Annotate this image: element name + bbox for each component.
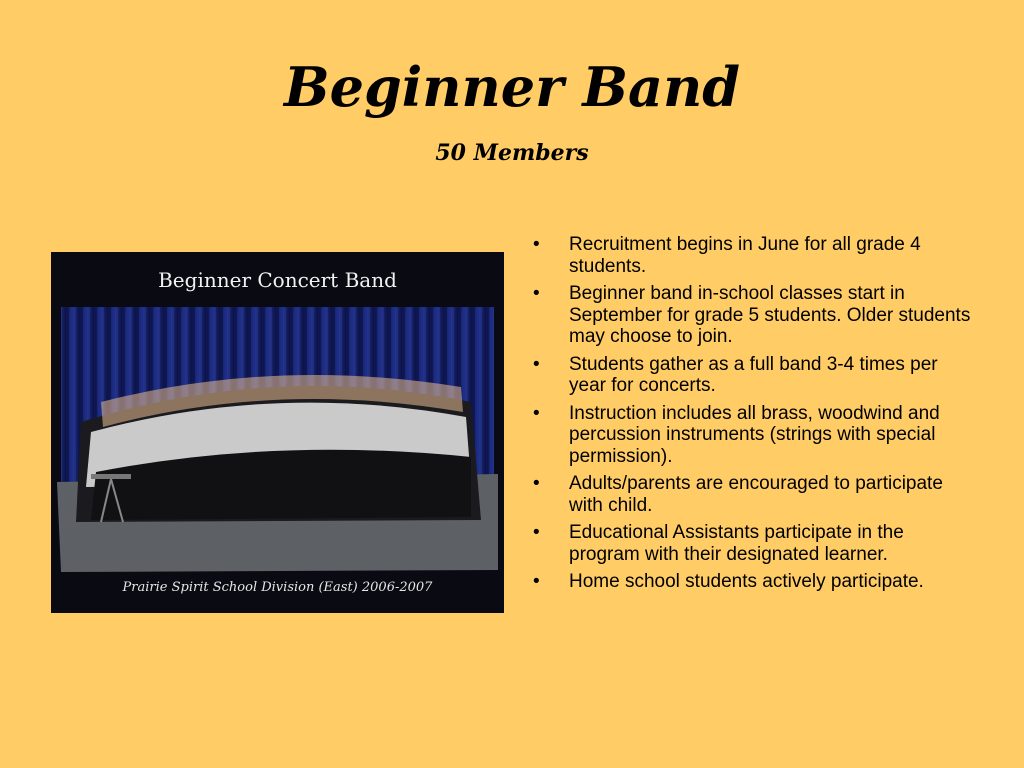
bullet-icon: •: [533, 402, 540, 424]
bullet-item: [533, 403, 973, 468]
bullet-item: [533, 354, 973, 397]
slide-subtitle: 50 Members: [435, 140, 589, 166]
bullet-item: [533, 522, 973, 565]
bullet-item: [533, 234, 973, 277]
bullet-text: Home school students actively participate.: [569, 571, 924, 592]
bullet-text: Educational Assistants participate in the program with their designated learner.: [569, 522, 904, 565]
bullet-icon: •: [533, 571, 540, 592]
bullet-list: [533, 234, 973, 599]
bullet-text: Recruitment begins in June for all grade 4 students.: [569, 234, 921, 277]
slide-title: Beginner Band: [283, 55, 741, 119]
photo-caption-top: Beginner Concert Band: [158, 268, 397, 292]
band-members: [76, 375, 481, 522]
photo-caption-bottom: Prairie Spirit School Division (East) 2006-2007: [122, 580, 433, 595]
bullet-item: [533, 571, 973, 593]
bullet-item: [533, 283, 973, 348]
bullet-text: Beginner band in-school classes start in September for grade 5 students. Older students may choose to join.: [569, 283, 971, 347]
bullet-icon: •: [533, 522, 540, 543]
bullet-icon: •: [533, 473, 540, 494]
band-photo-illustration: [51, 252, 504, 613]
bullet-icon: •: [533, 283, 540, 304]
bullet-icon: •: [533, 234, 540, 255]
bullet-text: Instruction includes all brass, woodwind and percussion instruments (strings with special permission).: [569, 402, 940, 467]
bullet-text: Students gather as a full band 3-4 times per year for concerts.: [569, 353, 938, 396]
bullet-text: Adults/parents are encouraged to participate with child.: [569, 473, 943, 516]
title-block: [0, 52, 1024, 168]
band-photo: [51, 252, 504, 613]
bullet-item: [533, 473, 973, 516]
bullet-icon: •: [533, 353, 540, 375]
